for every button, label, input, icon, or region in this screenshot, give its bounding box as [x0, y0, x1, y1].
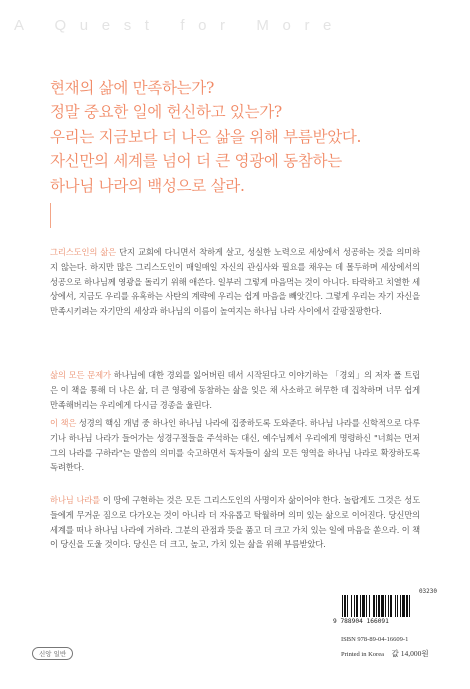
barcode-stripe: [360, 595, 361, 617]
barcode-stripe: [369, 595, 370, 617]
paragraph-text: 하나님에 대한 경외를 잃어버린 데서 시작된다고 이야기하는 「경외」의 저자 폴 트립은 이 책을 통해 더 나은 삶, 더 큰 영광에 동참하는 삶을 잊은 채 사소하고 허무한 데 집착하며 너무 쉽게 만족해버리는 우리에게 다시금 경종을 울린다.: [50, 370, 420, 410]
barcode-stripe: [351, 595, 352, 617]
barcode: [333, 588, 437, 632]
accent-divider: [50, 203, 51, 228]
barcode-stripe: [397, 595, 398, 617]
barcode-stripe: [395, 595, 396, 617]
barcode-graphic: [341, 595, 435, 617]
barcode-price-code: 03230: [418, 588, 437, 595]
barcode-stripe: [400, 595, 401, 617]
english-title: A Quest for More: [14, 17, 345, 34]
headline-line: 현재의 삶에 만족하는가?: [50, 79, 214, 97]
body-paragraph: [50, 368, 420, 412]
paragraph-lead: 이 책은: [50, 418, 77, 428]
barcode-stripe: [406, 595, 408, 617]
paragraph-lead: 하나님 나라를: [50, 495, 101, 505]
headline-line: 하나님 나라의 백성으로 살라.: [50, 176, 245, 195]
printed-in: Printed in Korea: [341, 651, 384, 658]
category-badge: 신앙 일반: [32, 647, 73, 660]
headline-line: 정말 중요한 일에 헌신하고 있는가?: [50, 103, 282, 122]
paragraph-text: 단지 교회에 다니면서 착하게 살고, 성실한 노력으로 세상에서 성공하는 것을 의미하지 않는다. 하지만 많은 그리스도인이 매일매일 자신의 관심사와 필요를 채우는 데 몰두하며 세상에서의 성공으로 하나님께 영광을 돌리기 위해 애쓴다. 일부러 그렇게 마음먹는 것이 아니다. 타락하고 치열한 세상에서, 지금도 우리를 유혹하는 사탄의 계략에 우리는 쉽게 마음을 빼앗긴다. 그렇게 우리는 자기 자신을 만족시키려는 자기만의 세상과 하나님의 이름이 높여지는 하나님 나라 사이에서 갈팡질팡한다.: [50, 247, 420, 317]
barcode-stripe: [373, 595, 375, 617]
barcode-stripe: [409, 595, 410, 617]
barcode-stripe: [402, 595, 405, 617]
barcode-stripe: [381, 595, 384, 617]
barcode-stripe: [385, 595, 386, 617]
barcode-stripe: [378, 595, 380, 617]
headline: [50, 76, 450, 198]
isbn: ISBN 978-89-04-16609-1: [341, 636, 409, 643]
print-info: [341, 648, 429, 659]
body-paragraph: [50, 245, 420, 319]
barcode-stripe: [344, 595, 346, 617]
barcode-stripe: [354, 595, 355, 617]
barcode-number: 9 788904 166091: [333, 618, 389, 625]
barcode-stripe: [347, 595, 348, 617]
headline-line: 자신만의 세계를 넘어 더 큰 영광에 동참하는: [50, 152, 342, 171]
barcode-stripe: [390, 595, 392, 617]
paragraph-lead: 그리스도인의 삶은: [50, 247, 117, 257]
barcode-stripe: [366, 595, 367, 617]
barcode-stripe: [362, 595, 365, 617]
body-paragraph: [50, 416, 420, 475]
barcode-bars: [341, 595, 435, 617]
barcode-stripe: [342, 595, 343, 617]
paragraph-text: 이 땅에 구현하는 것은 모든 그리스도인의 사명이자 삶이어야 한다. 놀랍게도 그것은 성도들에게 무거운 짐으로 다가오는 것이 아니라 더 자유롭고 탁월하며 의미 있는 삶으로 이어진다. 당신만의 세계를 떠나 하나님 나라에 거하라. 그분의 관점과 뜻을 품고 더 크고 가치 있는 일에 마음을 쏟으라. 이 책이 당신을 도울 것이다. 당신은 더 크고, 높고, 가치 있는 삶을 위해 부름받았다.: [50, 495, 420, 550]
paragraph-lead: 삶의 모든 문제가: [50, 370, 111, 380]
price: 값 14,000원: [391, 649, 429, 658]
barcode-stripe: [376, 595, 377, 617]
barcode-stripe: [388, 595, 389, 617]
headline-line: 우리는 지금보다 더 나은 삶을 위해 부름받았다.: [50, 127, 362, 146]
body-paragraph: [50, 493, 420, 552]
barcode-stripe: [356, 595, 358, 617]
paragraph-text: 성경의 핵심 개념 중 하나인 하나님 나라에 집중하도록 도와준다. 하나님 나라를 신학적으로 다루기나 하나님 나라가 들어가는 성경구절들을 주석하는 대신, 예수님께서 우리에게 명령하신 "너희는 먼저 그의 나라를 구하라"는 말씀의 의미를 숙고하면서 독자들이 삶의 모든 영역을 하나님 나라로 확장하도록 독려한다.: [50, 418, 420, 473]
